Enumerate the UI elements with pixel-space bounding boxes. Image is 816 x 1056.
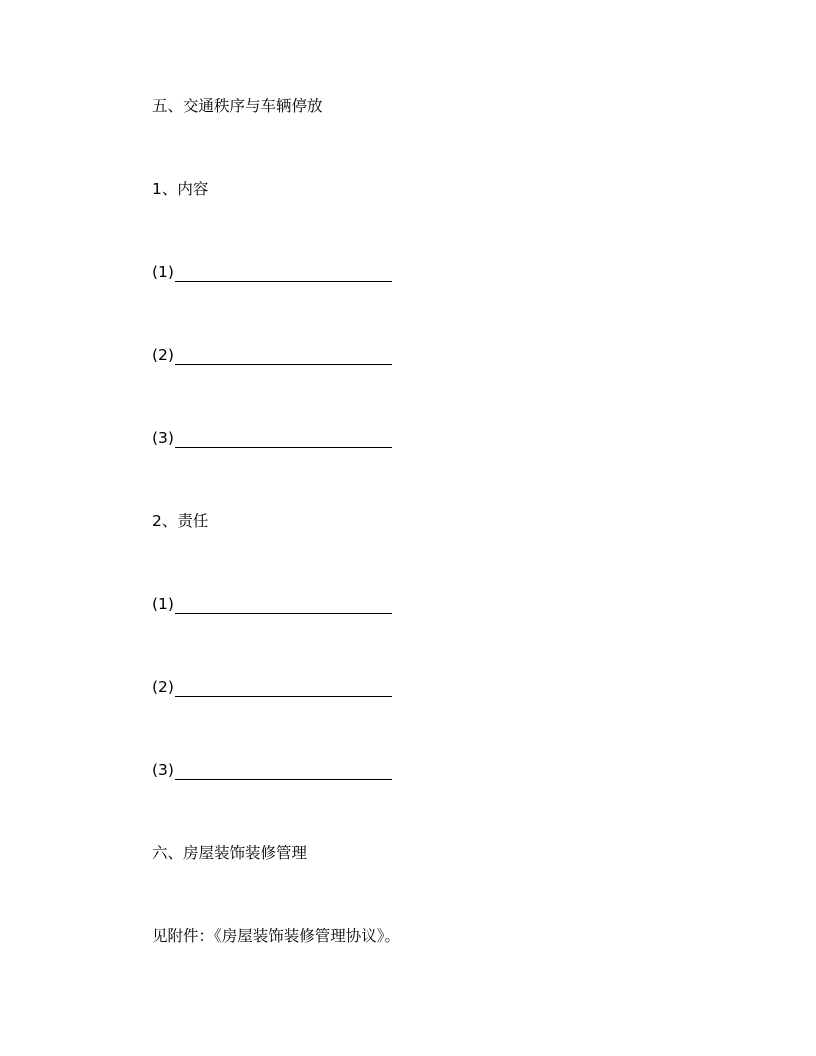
item-number: (1) — [152, 263, 174, 281]
section-heading-traffic: 五、交通秩序与车辆停放 — [152, 97, 323, 115]
item-number: (2) — [152, 678, 174, 696]
subsection-title-content: 1、内容 — [152, 180, 209, 198]
item-number: (3) — [152, 761, 174, 779]
item-number: (1) — [152, 595, 174, 613]
section-heading-renovation: 六、房屋装饰装修管理 — [152, 844, 308, 862]
content-item-1 — [152, 262, 392, 282]
responsibility-item-2 — [152, 677, 392, 697]
item-number: (3) — [152, 429, 174, 447]
subsection-title-responsibility: 2、责任 — [152, 512, 209, 530]
fill-in-blank[interactable] — [175, 433, 392, 448]
responsibility-item-1 — [152, 594, 392, 614]
fill-in-blank[interactable] — [175, 267, 392, 282]
item-number: (2) — [152, 346, 174, 364]
fill-in-blank[interactable] — [175, 350, 392, 365]
fill-in-blank[interactable] — [175, 682, 392, 697]
fill-in-blank[interactable] — [175, 599, 392, 614]
content-item-3 — [152, 428, 392, 448]
fill-in-blank[interactable] — [175, 765, 392, 780]
attachment-reference: 见附件：《房屋装饰装修管理协议》。 — [152, 927, 401, 945]
responsibility-item-3 — [152, 760, 392, 780]
content-item-2 — [152, 345, 392, 365]
